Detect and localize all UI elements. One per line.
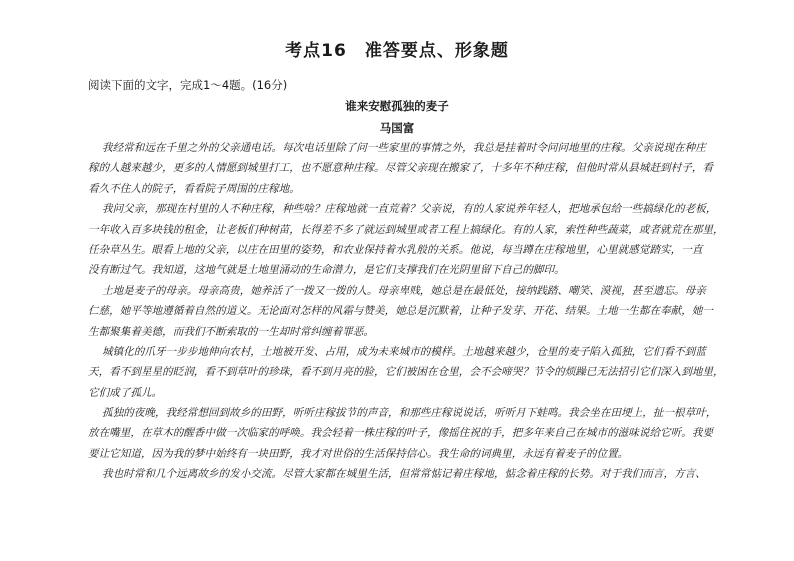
text-line: 任杂草丛生。眼看上地的父亲，以庄在田里的姿势，和农业保持着水乳般的关系。他说，每当蹲在庄稼地里，心里就感觉踏实，一直 [88,243,703,256]
text-line: 它们成了孤儿。 [88,386,163,399]
text-line: 稼的人越来越少，更多的人情愿到城里打工，也不愿意种庄稼。尽管父亲现在搬家了，十多年不种庄稼，但他时常从县城赶到村子，看 [88,162,714,175]
essay-author: 马国富 [379,121,415,135]
text-line: 要让它知道，因为我的梦中始终有一块田野，我才对世俗的生活保持信心。我生命的词典里，永远有着麦子的位置。 [88,447,629,460]
essay-body [88,138,736,485]
text-line: 生都聚集着美德，而我们不断索取的一生却时常纠缠着罪恶。 [88,325,375,338]
text-line: 我经常和远在千里之外的父亲通电话。每次电话里除了问一些家里的事情之外，我总是挂着时令问问地里的庄稼。父亲说现在种庄 [102,142,706,154]
text-line: 我问父亲，那现在村里的人不种庄稼，种些啥？庄稼地就一直荒着？父亲说，有的人家说养年轻人，把地承包给一些搞绿化的老板， [102,203,717,216]
text-line: 孤独的夜晚，我经常想回到故乡的田野，听听庄稼拔节的声音，和那些庄稼说说话，听听月下蛙鸣。我会坐在田埂上，扯一根草叶， [102,407,717,420]
essay-title: 谁来安慰孤独的麦子 [345,99,449,113]
page-title [0,36,794,61]
text-line: 仁慈，她平等地遵循着自然的道义。无论面对怎样的风霜与赞美，她总是沉默着，让种子发芽、开花、结果。土地一生都在奉献，她一 [88,305,714,318]
text-line: 一年收入百多块钱的租金，让老板们种树苗，长得差不多了就运到城里或者工程上搞绿化。有的人家，索性种些蔬菜，或者就荒在那里， [88,223,724,236]
topic-title: 准答要点、形象题 [364,41,509,61]
text-line: 放在嘴里，在草木的醒香中做一次临家的呼唤。我会轻着一株庄稼的叶子，像摇住祝的手，把多年来自己在城市的滋味说给它听。我要 [88,427,714,440]
text-line: 天，看不到星星的眨润，看不到草叶的珍珠，看不到月亮的脸，它们被困在仓里，会不会啼哭？节令的烦躁已无法招引它们深入到地里， [88,366,724,379]
text-line: 城镇化的爪牙一步步地伸向农村，土地被开发、占用，成为未来城市的模样。土地越来越少，仓里的麦子陷入孤独，它们看不到蓝 [102,345,706,358]
text-line: 没有断过气。我知道，这地气就是土地里涌动的生命潜力，是它们支撑我们在光阴里留下自己的脚印。 [88,264,565,277]
topic-number: 考点16 [285,41,347,61]
text-line: 看久不住人的院子，看看院子周围的庄稼地。 [88,182,300,195]
text-line: 土地是麦子的母亲。母亲高贵，她养活了一拨又一拨的人。母亲卑贱，她总是在最低处，接纳践踏、嘲笑、漠视，甚至遗忘。母亲 [102,284,706,297]
text-line: 我也时常和几个远离故乡的发小交流。尽管大家都在城里生活，但常常惦记着庄稼地，惦念着庄稼的长势。对于我们而言，方言、 [102,468,706,481]
essay-text [88,138,736,485]
question-instruction: 阅读下面的文字，完成1～4题。(16分) [88,78,288,92]
